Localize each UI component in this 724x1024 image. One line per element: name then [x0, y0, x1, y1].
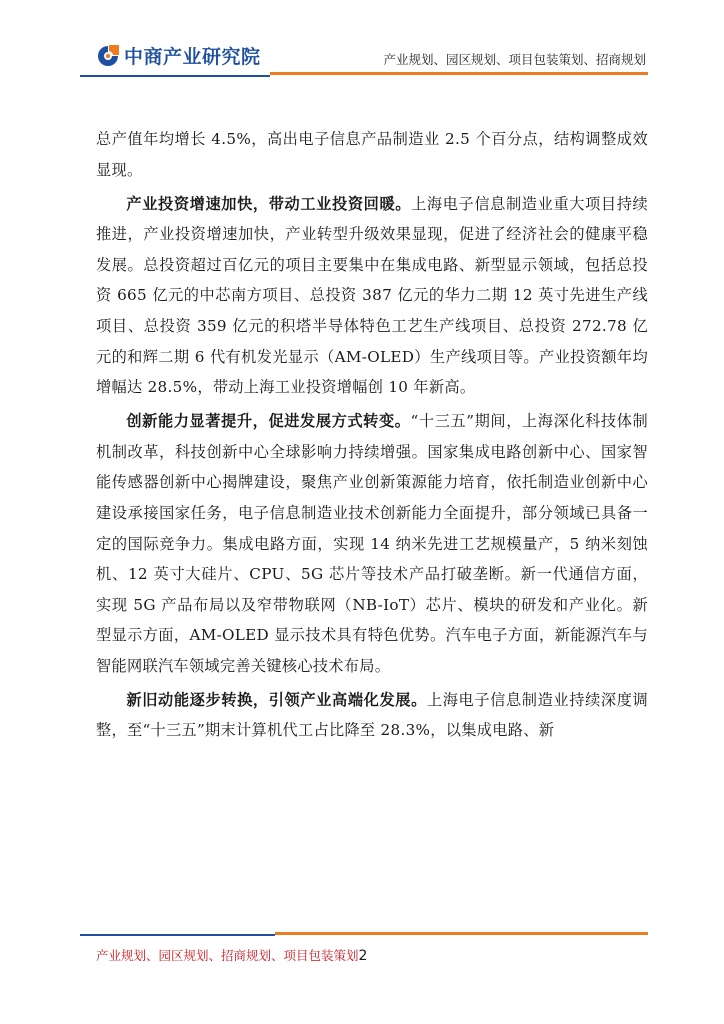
header-divider-orange [270, 72, 648, 75]
paragraph-lead: 创新能力显著提升，促进发展方式转变。 [126, 412, 411, 431]
footer-divider-blue [80, 934, 275, 936]
paragraph-4 [96, 685, 648, 746]
paragraph-2 [96, 189, 648, 403]
page-header [0, 0, 724, 85]
header-slogan: 产业规划、园区规划、项目包装策划、招商规划 [383, 52, 646, 67]
footer-slogan: 产业规划、园区规划、招商规划、项目包装策划 [96, 948, 359, 963]
page-footer [96, 946, 367, 964]
logo-text: 中商产业研究院 [124, 46, 261, 68]
page-number: 2 [358, 948, 368, 964]
paragraph-lead: 产业投资增速加快，带动工业投资回暖。 [126, 194, 412, 213]
document-body [96, 124, 648, 749]
footer-divider-orange [275, 932, 648, 935]
paragraph-lead: 新旧动能逐步转换，引领产业高端化发展。 [126, 690, 427, 709]
company-logo [96, 42, 261, 69]
paragraph-1 [96, 124, 648, 185]
paragraph-text: “十三五”期间，上海深化科技体制机制改革，科技创新中心全球影响力持续增强。国家集成电路创新中心、国家智能传感器创新中心揭牌建设，聚焦产业创新策源能力培育，依托制造业创新中心建设承接国家任务，电子信息制造业技术创新能力全面提升，部分领域已具备一定的国际竞争力。集成电路方面，实现 14 纳米先进工艺规模量产，5 纳米刻蚀机、12 英寸大硅片、CPU、5G 芯片等技术产品打破垄断。新一代通信方面，实现 5G 产品布局以及窄带物联网（NB-IoT）芯片、模块的研发和产业化。新型显示方面，AM-OLED 显示技术具有特色优势。汽车电子方面，新能源汽车与智能网联汽车领域完善关键核心技术布局。 [96, 412, 648, 675]
paragraph-text: 总产值年均增长 4.5%，高出电子信息产品制造业 2.5 个百分点，结构调整成效显现。 [96, 130, 648, 179]
logo-icon [96, 44, 120, 68]
paragraph-text: 上海电子信息制造业持续深度调整，至“十三五”期末计算机代工占比降至 28.3%，以集成电路、新 [96, 690, 649, 740]
paragraph-text: 上海电子信息制造业重大项目持续推进，产业投资增速加快，产业转型升级效果显现，促进了经济社会的健康平稳发展。总投资超过百亿元的项目主要集中在集成电路、新型显示领域，包括总投资 665 亿元的中芯南方项目、总投资 387 亿元的华力二期 12 英寸先进生产线项目、总投资 359 亿元的积塔半导体特色工艺生产线项目、总投资 272.78 亿元的和辉二期 6 代有机发光显示（AM-OLED）生产线项目等。产业投资额年均增幅达 28.5%，带动上海工业投资增幅创 10 年新高。 [96, 194, 649, 397]
paragraph-3 [96, 406, 648, 681]
header-divider-blue [80, 75, 270, 77]
